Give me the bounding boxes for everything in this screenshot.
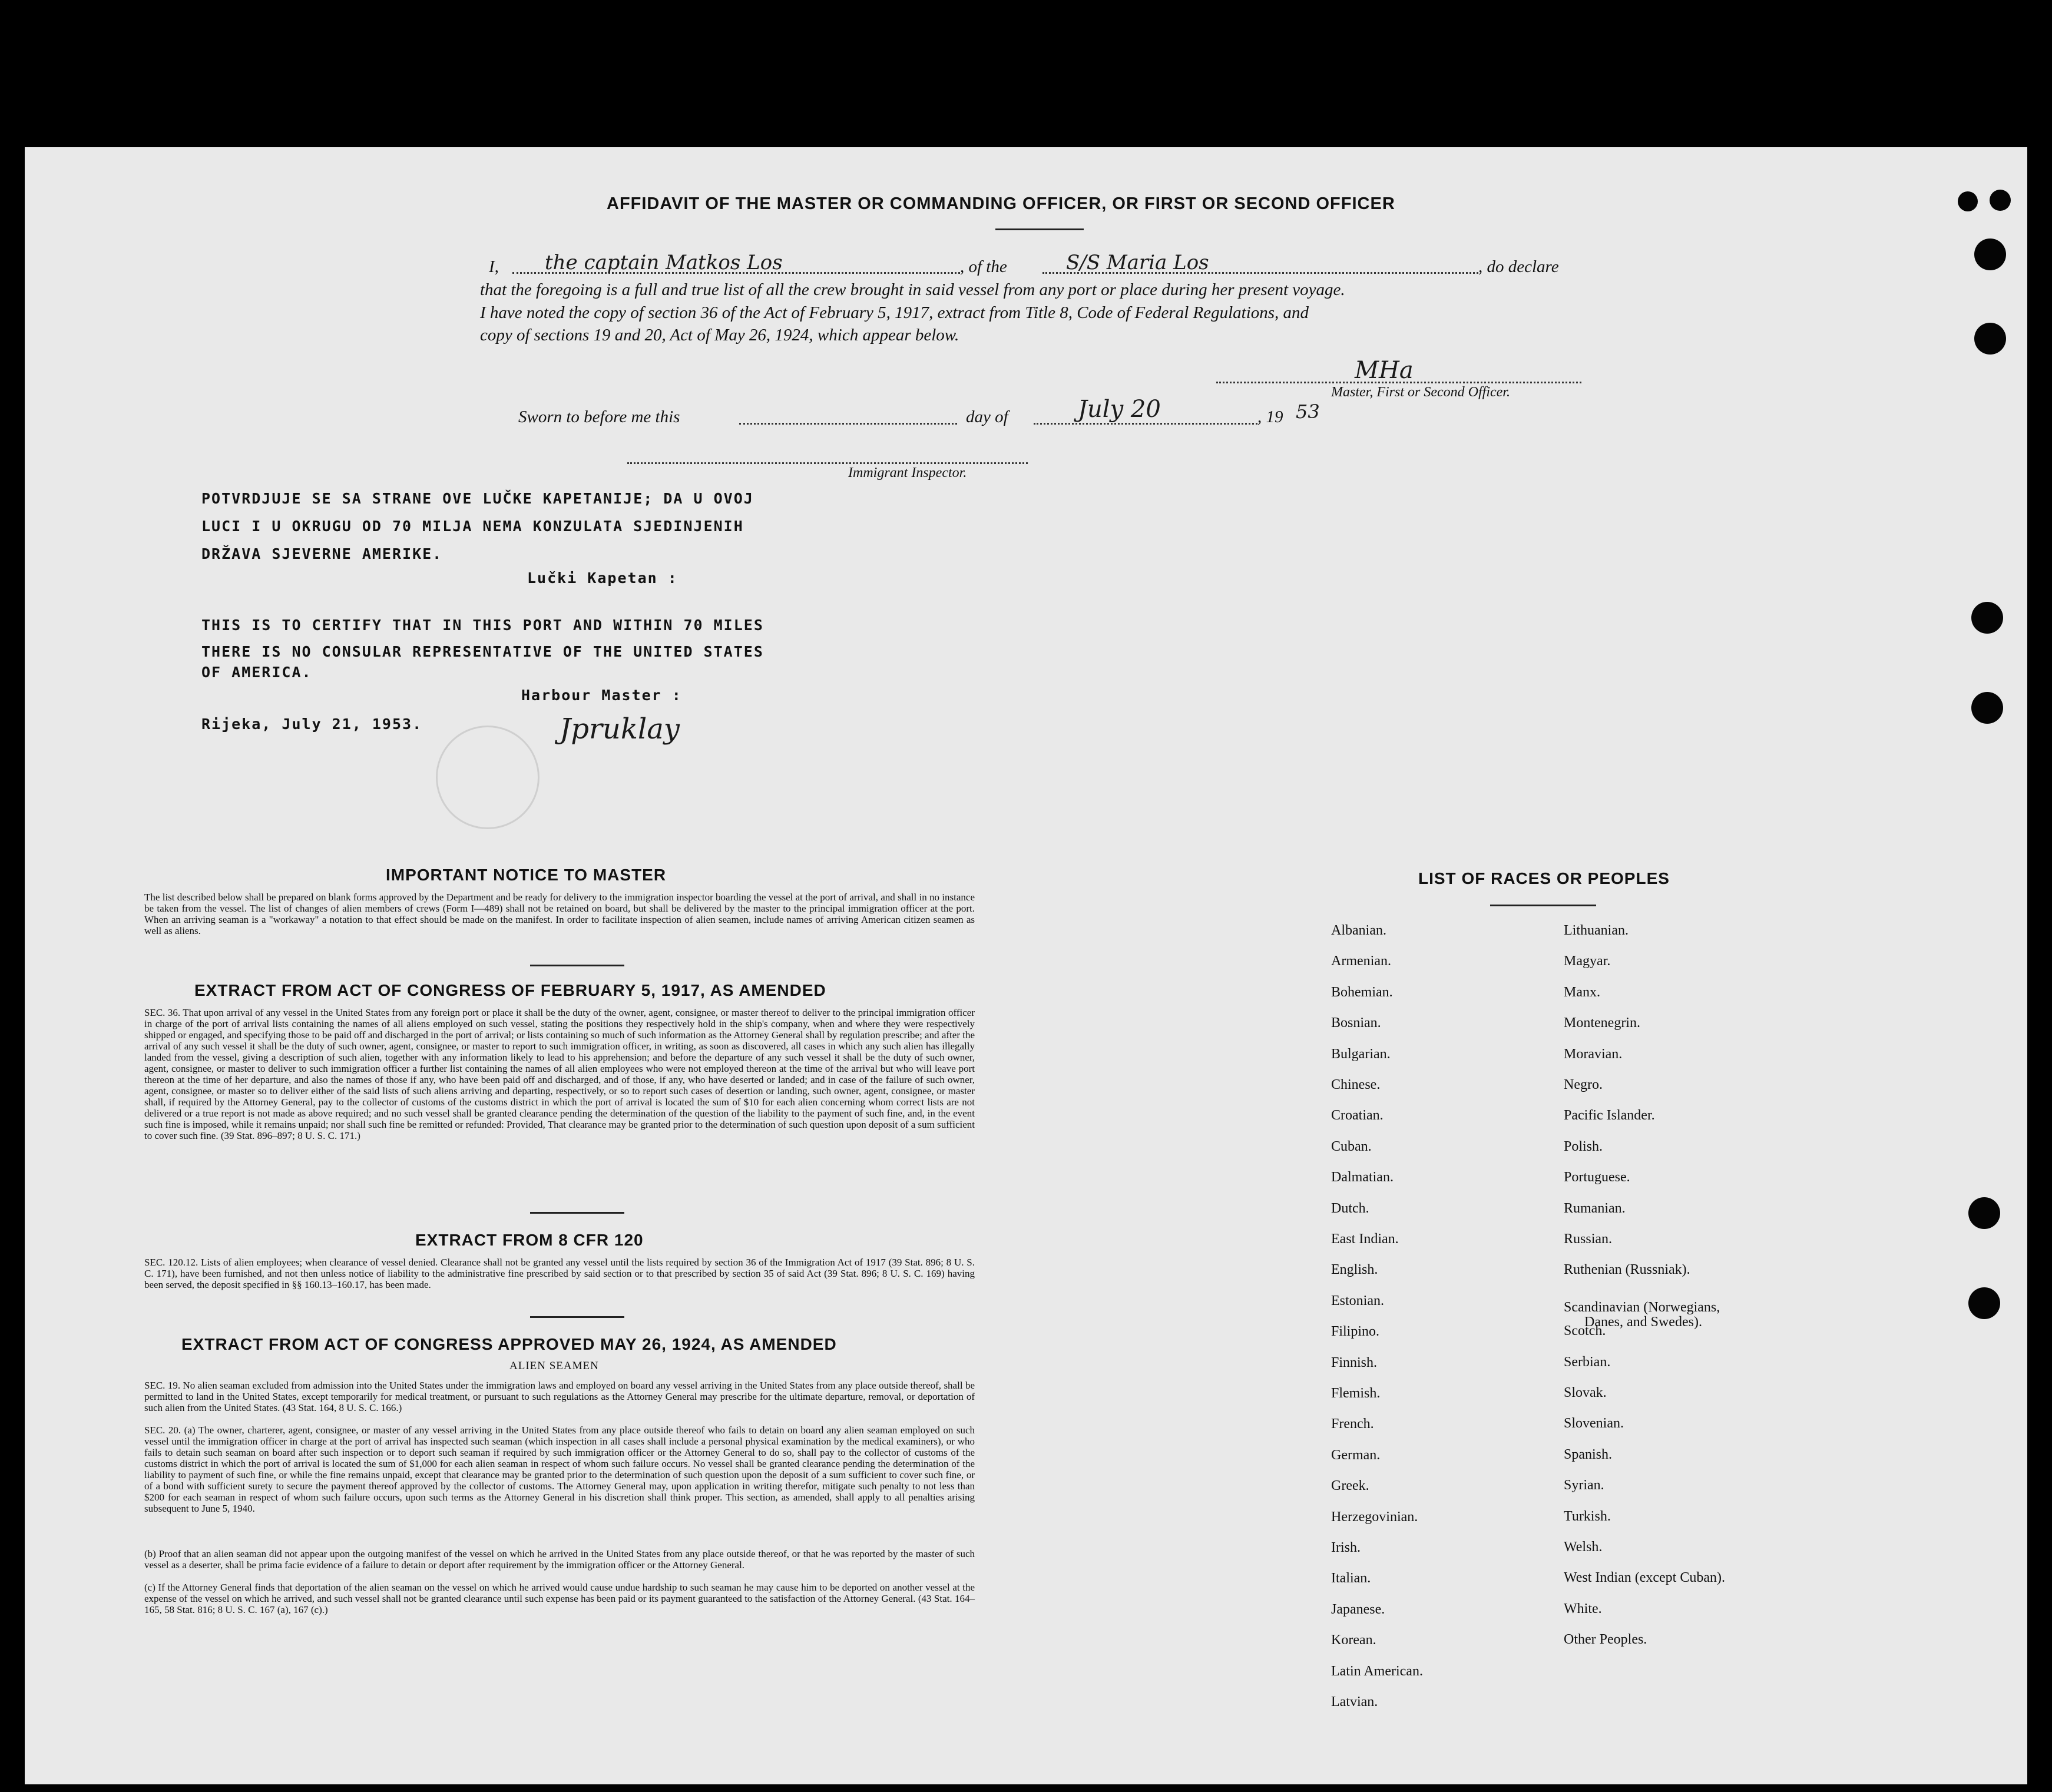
race-item: English. xyxy=(1331,1262,1378,1278)
race-item: Turkish. xyxy=(1564,1508,1611,1524)
race-item: West Indian (except Cuban). xyxy=(1564,1570,1725,1586)
punch-hole xyxy=(1974,323,2006,355)
race-item: Dalmatian. xyxy=(1331,1170,1394,1185)
extract-cfr-body: SEC. 120.12. Lists of alien employees; when clearance of vessel denied. Clearance shall not be granted any vessel until the lists required by section 36 of the Immigration Act of 1917 (39 Stat. 896; 8 U. S. C. 171), have been furnished, and not then unless notice of liability to the administrative fine prescribed by said section or to that prescribed by section 35 of said Act (39 Stat. 896; 8 U. S. C. 169) having been served, the deposit specified in §§ 160.13–160.17, has been made. xyxy=(144,1257,975,1290)
race-item: Flemish. xyxy=(1331,1386,1381,1401)
race-item: Slovenian. xyxy=(1564,1416,1624,1432)
race-item: Lithuanian. xyxy=(1564,923,1629,938)
master-label: Master, First or Second Officer. xyxy=(1331,385,1510,400)
race-item: Danes, and Swedes). xyxy=(1584,1314,1702,1330)
document-page xyxy=(25,147,2027,1784)
divider xyxy=(530,965,624,966)
divider xyxy=(530,1212,624,1214)
of-the-label: , of the xyxy=(960,257,1007,276)
punch-hole xyxy=(1971,692,2003,724)
do-declare-label: , do declare xyxy=(1478,257,1559,276)
stamp-english-line-2: THERE IS NO CONSULAR REPRESENTATIVE OF THE UNITED STATES xyxy=(201,643,764,660)
race-item: German. xyxy=(1331,1447,1381,1463)
affidavit-i-label: I, xyxy=(489,257,499,276)
punch-hole xyxy=(1968,1287,2000,1319)
punch-hole xyxy=(1971,602,2003,634)
sec-20c-text: (c) If the Attorney General finds that deportation of the alien seaman on the vessel on which he arrived would cause undue hardship to such seaman he may cause him to be deported on another vessel at the expense of the vessel on which he arrived, and such vessel shall not be granted clearance until such expense has been paid or its payment guaranteed to the satisfaction of the Attorney General. (43 Stat. 164–165, 58 Stat. 816; 8 U. S. C. 167 (a), 167 (c).) xyxy=(144,1582,975,1615)
race-item: Japanese. xyxy=(1331,1601,1385,1617)
inspector-label: Immigrant Inspector. xyxy=(848,465,967,481)
race-item: Chinese. xyxy=(1331,1077,1381,1092)
race-item: Filipino. xyxy=(1331,1324,1380,1340)
harbour-master-signature: Jpruklay xyxy=(560,713,680,746)
stamp-english-line-1: THIS IS TO CERTIFY THAT IN THIS PORT AND WITHIN 70 MILES xyxy=(201,617,764,634)
race-item: Dutch. xyxy=(1331,1200,1369,1216)
race-item: Rumanian. xyxy=(1564,1200,1626,1216)
stamp-place-date: Rijeka, July 21, 1953. xyxy=(201,716,423,733)
race-item: Polish. xyxy=(1564,1138,1603,1154)
punch-hole xyxy=(1990,190,2011,211)
rubber-seal xyxy=(436,726,540,829)
sworn-day-line xyxy=(739,423,957,425)
affidavit-line-2: that the foregoing is a full and true list of all the crew brought in said vessel from any port or place during her present voyage. xyxy=(480,280,1345,299)
race-item: Italian. xyxy=(1331,1571,1371,1586)
punch-hole xyxy=(1958,191,1978,211)
race-item: Greek. xyxy=(1331,1478,1369,1494)
race-item: Finnish. xyxy=(1331,1354,1378,1370)
race-item: Serbian. xyxy=(1564,1354,1611,1370)
race-item: Pacific Islander. xyxy=(1564,1108,1655,1124)
race-item: White. xyxy=(1564,1601,1602,1617)
punch-hole xyxy=(1974,239,2006,270)
sworn-label: Sworn to before me this xyxy=(518,408,680,426)
race-item: Croatian. xyxy=(1331,1108,1384,1124)
affidavit-line-4: copy of sections 19 and 20, Act of May 26, 1924, which appear below. xyxy=(480,326,959,345)
notice-body: The list described below shall be prepared on blank forms approved by the Department and be ready for delivery to the immigration inspector boarding the vessel at the port of arrival, and shall in no instance be taken from the vessel. The list of changes of alien members of crews (Form I—489) shall not be retained on board, but shall be delivered by the master to the principal immigration officer at the port. When an arriving seaman is a "workaway" a notation to that effect should be made on the manifest. In order to facilitate inspection of alien seamen, include names of arriving American citizen seamen as well as aliens. xyxy=(144,892,975,936)
race-item: Slovak. xyxy=(1564,1385,1607,1400)
stamp-croatian-line-2: LUCI I U OKRUGU OD 70 MILJA NEMA KONZULATA SJEDINJENIH xyxy=(201,518,744,535)
affidavit-line-3: I have noted the copy of section 36 of the Act of February 5, 1917, extract from Title 8, Code of Federal Regulations, and xyxy=(480,303,1309,322)
sworn-date: July 20 xyxy=(1078,396,1161,423)
race-item: Magyar. xyxy=(1564,953,1611,969)
race-item: Manx. xyxy=(1564,984,1600,1000)
divider xyxy=(530,1316,624,1318)
notice-title: IMPORTANT NOTICE TO MASTER xyxy=(386,866,667,884)
race-item: Herzegovinian. xyxy=(1331,1509,1418,1525)
race-item: Armenian. xyxy=(1331,953,1391,969)
race-item: Russian. xyxy=(1564,1231,1613,1247)
extract-1917-body: SEC. 36. That upon arrival of any vessel in the United States from any foreign port or place it shall be the duty of the owner, agent, consignee, or master thereof to deliver to the principal immigration officer in charge of the port of arrival lists containing the names of all aliens employed on such vessel, stating the positions they respectively hold in the ship's company, when and where they were respectively shipped or engaged, and specifying those to be paid off and discharged in the port of arrival; or lists containing so much of such information as the Attorney General shall by regulation prescribe; and after the arrival of any such vessel it shall be the duty of such owner, agent, consignee, or master to report to such immigration officer, in writing, as soon as discovered, all cases in which any such alien has illegally landed from the vessel, giving a description of such alien, together with any information likely to lead to his apprehension; and before the departure of any such vessel it shall be the duty of such owner, agent, consignee, or master to deliver to such immigration officer a further list containing the names of all alien employees who were not employed thereon at the time of the arrival but who will leave port thereon at the time of her departure, and also the names of those if any, who have been paid off and discharged, and of those, if any, who have deserted or landed; and in case of the failure of such owner, agent, consignee, or master so to deliver either of the said lists of such aliens arriving and departing, respectively, or so to report such cases of desertion or landing, such owner, agent, consignee, or master shall, if required by the Attorney General, pay to the collector of customs of the customs district in which the port of arrival is located the sum of $10 for each alien concerning whom correct lists are not delivered or a true report is not made as above required; and no such vessel shall be granted clearance pending the determination of the question of the liability to the payment of such fine, and, in the event such fine is imposed, while it remains unpaid; nor shall such fine be remitted or refunded: Provided, That clearance may be granted prior to the determination of such question upon deposit of a sum sufficient to cover such fine. (39 Stat. 896–897; 8 U. S. C. 171.) xyxy=(144,1007,975,1141)
signature-line xyxy=(1216,382,1581,383)
extract-1917-title: EXTRACT FROM ACT OF CONGRESS OF FEBRUARY 5, 1917, AS AMENDED xyxy=(194,981,826,999)
race-item: Portuguese. xyxy=(1564,1170,1630,1185)
races-underline xyxy=(1490,905,1596,906)
stamp-croatian-title: Lučki Kapetan : xyxy=(527,569,678,587)
stamp-english-line-3: OF AMERICA. xyxy=(201,664,312,681)
race-item: French. xyxy=(1331,1416,1374,1432)
race-item: Other Peoples. xyxy=(1564,1632,1647,1648)
race-item: Scandinavian (Norwegians, xyxy=(1564,1300,1720,1315)
race-item: East Indian. xyxy=(1331,1231,1399,1247)
master-signature: MHa xyxy=(1355,357,1414,384)
race-item: Bosnian. xyxy=(1331,1015,1381,1031)
month-line xyxy=(1034,423,1257,425)
race-item: Scotch. xyxy=(1564,1323,1606,1339)
race-item: Estonian. xyxy=(1331,1293,1384,1309)
punch-hole xyxy=(1968,1197,2000,1229)
race-item: Negro. xyxy=(1564,1077,1603,1092)
race-item: Cuban. xyxy=(1331,1138,1372,1154)
extract-1924-subtitle: ALIEN SEAMEN xyxy=(509,1360,599,1372)
extract-1924-title: EXTRACT FROM ACT OF CONGRESS APPROVED MAY 26, 1924, AS AMENDED xyxy=(181,1335,837,1353)
affidavit-title: AFFIDAVIT OF THE MASTER OR COMMANDING OFFICER, OR FIRST OR SECOND OFFICER xyxy=(607,194,1395,213)
sec-19-text: SEC. 19. No alien seaman excluded from admission into the United States under the immigration laws and employed on board any vessel arriving in the United States from any place outside thereof, shall be permitted to land in the United States, except temporarily for medical treatment, or pursuant to such regulations as the Attorney General may prescribe for the ultimate departure, removal, or deportation of such alien from the United States. (43 Stat. 164, 8 U. S. C. 166.) xyxy=(144,1380,975,1413)
stamp-croatian-line-3: DRŽAVA SJEVERNE AMERIKE. xyxy=(201,545,443,562)
race-item: Moravian. xyxy=(1564,1046,1623,1062)
race-item: Welsh. xyxy=(1564,1539,1603,1555)
year-label: , 19 xyxy=(1257,408,1283,426)
race-item: Bohemian. xyxy=(1331,984,1393,1000)
title-underline xyxy=(995,228,1084,230)
inspector-line xyxy=(627,462,1028,464)
race-item: Montenegrin. xyxy=(1564,1015,1640,1031)
vessel-name: S/S Maria Los xyxy=(1066,251,1209,274)
master-name: the captain Matkos Los xyxy=(545,251,783,274)
races-title: LIST OF RACES OR PEOPLES xyxy=(1418,869,1670,887)
extract-cfr-title: EXTRACT FROM 8 CFR 120 xyxy=(415,1231,644,1249)
race-item: Albanian. xyxy=(1331,923,1386,938)
stamp-croatian-line-1: POTVRDJUJE SE SA STRANE OVE LUČKE KAPETANIJE; DA U OVOJ xyxy=(201,490,754,507)
sec-20a-text: SEC. 20. (a) The owner, charterer, agent, consignee, or master of any vessel arriving in the United States from any place outside thereof who fails to detain on board any alien seaman employed on such vessel until the immigration officer in charge at the port of arrival has inspected such seaman (which inspection in all cases shall include a personal physical examination by the medical examiners), or who fails to detain such seaman on board after such inspection or to deport such seaman if required by such immigration officer or the Attorney General to do so, shall pay to the collector of customs of the customs district in which the port of arrival is located the sum of $1,000 for each alien seaman in respect of whom such failure occurs. No vessel shall be granted clearance pending the determination of the liability to payment of such fine, or while the fine remains unpaid, except that clearance may be granted prior to the determination of such question upon the deposit of a sum sufficient to cover such fine, or of a bond with sufficient surety to secure the payment thereof approved by the collector of customs. The Attorney General may, upon application in writing therefor, mitigate such penalty to not less than $200 for each seaman in respect of whom such failure occurs, upon such terms as the Attorney General in his discretion shall think proper. This section, as amended, shall apply to all penalties arising subsequent to June 5, 1940. xyxy=(144,1425,975,1514)
sworn-year: 53 xyxy=(1296,400,1320,423)
race-item: Ruthenian (Russniak). xyxy=(1564,1262,1690,1278)
race-item: Syrian. xyxy=(1564,1478,1604,1493)
race-item: Latvian. xyxy=(1331,1694,1378,1710)
race-item: Latin American. xyxy=(1331,1663,1423,1679)
race-item: Bulgarian. xyxy=(1331,1046,1391,1062)
day-of-label: day of xyxy=(966,408,1008,426)
stamp-english-title: Harbour Master : xyxy=(521,687,682,704)
race-item: Irish. xyxy=(1331,1540,1361,1555)
race-item: Korean. xyxy=(1331,1632,1376,1648)
sec-20b-text: (b) Proof that an alien seaman did not appear upon the outgoing manifest of the vessel on which he arrived in the United States from any place outside thereof, or that he was reported by the master of such vessel as a deserter, shall be prima facie evidence of a failure to detain or deport after requirement by the immigration officer or the Attorney General. xyxy=(144,1548,975,1571)
race-item: Spanish. xyxy=(1564,1446,1613,1462)
